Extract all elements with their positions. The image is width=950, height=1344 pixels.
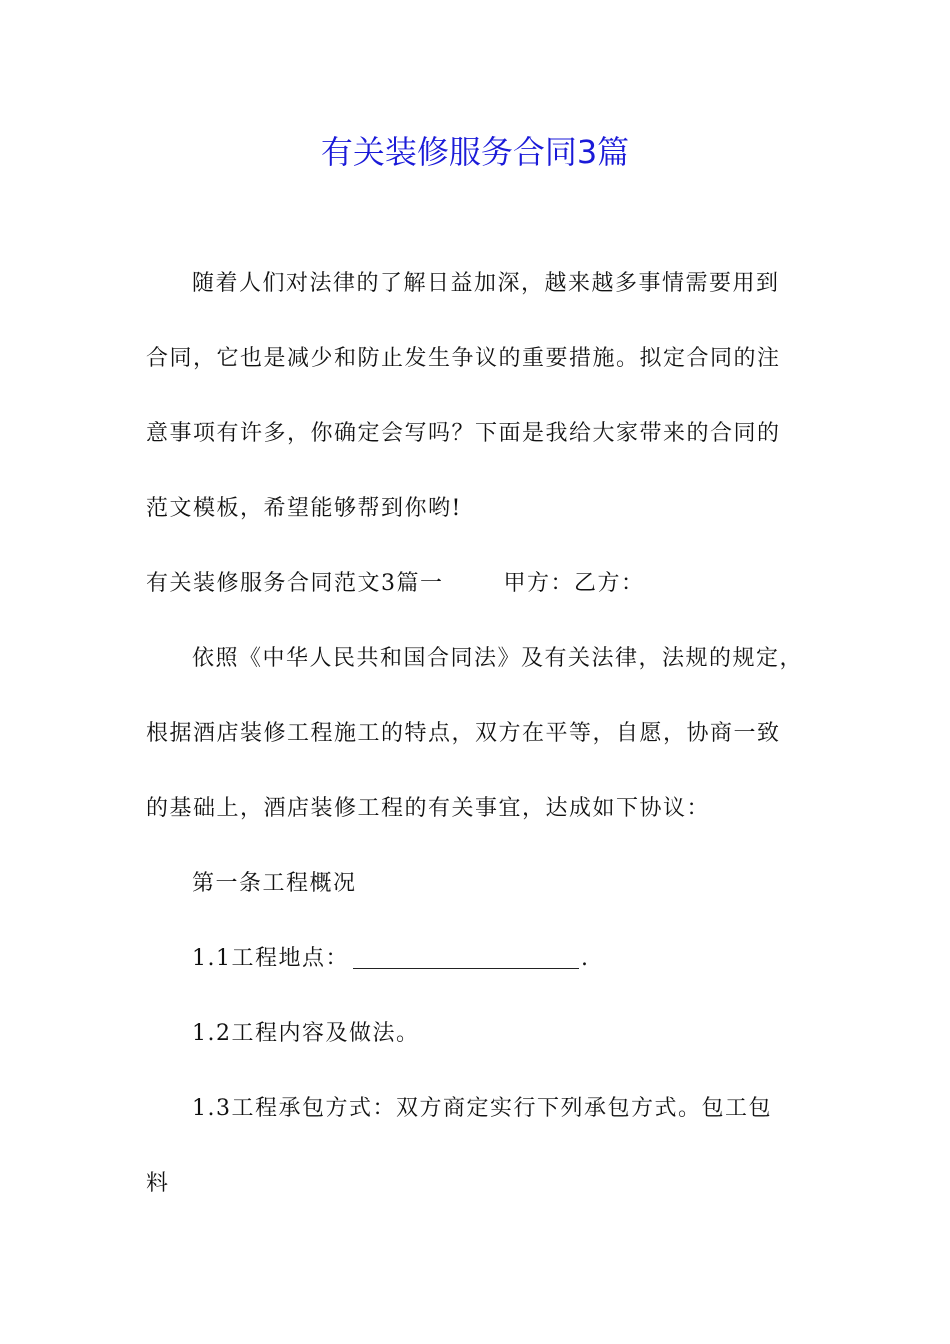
section-heading-parties: 甲方：乙方： xyxy=(503,571,645,596)
intro-line-3: 意事项有许多，你确定会写吗？下面是我给大家带来的合同的 xyxy=(146,421,781,446)
article-1-heading: 第一条工程概况 xyxy=(192,871,357,896)
intro-line-1: 随着人们对法律的了解日益加深，越来越多事情需要用到 xyxy=(192,271,780,296)
article-1-item-3-continued: 料 xyxy=(146,1171,170,1196)
preamble-line-2: 根据酒店装修工程施工的特点，双方在平等，自愿，协商一致 xyxy=(146,721,781,746)
preamble-line-1: 依照《中华人民共和国合同法》及有关法律，法规的规定， xyxy=(192,646,804,671)
article-1-item-2: 1.2工程内容及做法。 xyxy=(192,1021,420,1046)
fill-in-blank xyxy=(353,946,579,969)
item-1-end: . xyxy=(581,946,590,971)
document-title: 有关装修服务合同3篇 xyxy=(320,133,630,171)
article-1-item-3: 1.3工程承包方式：双方商定实行下列承包方式。包工包 xyxy=(192,1096,772,1121)
preamble-line-3: 的基础上，酒店装修工程的有关事宜，达成如下协议： xyxy=(146,796,711,821)
item-1-label: 1.1工程地点： xyxy=(192,946,349,971)
intro-line-4: 范文模板，希望能够帮到你哟! xyxy=(146,496,462,521)
article-1-item-1 xyxy=(192,942,872,976)
intro-line-2: 合同，它也是减少和防止发生争议的重要措施。拟定合同的注 xyxy=(146,346,781,371)
section-heading xyxy=(146,567,826,601)
section-heading-title: 有关装修服务合同范文3篇一 xyxy=(146,571,444,596)
